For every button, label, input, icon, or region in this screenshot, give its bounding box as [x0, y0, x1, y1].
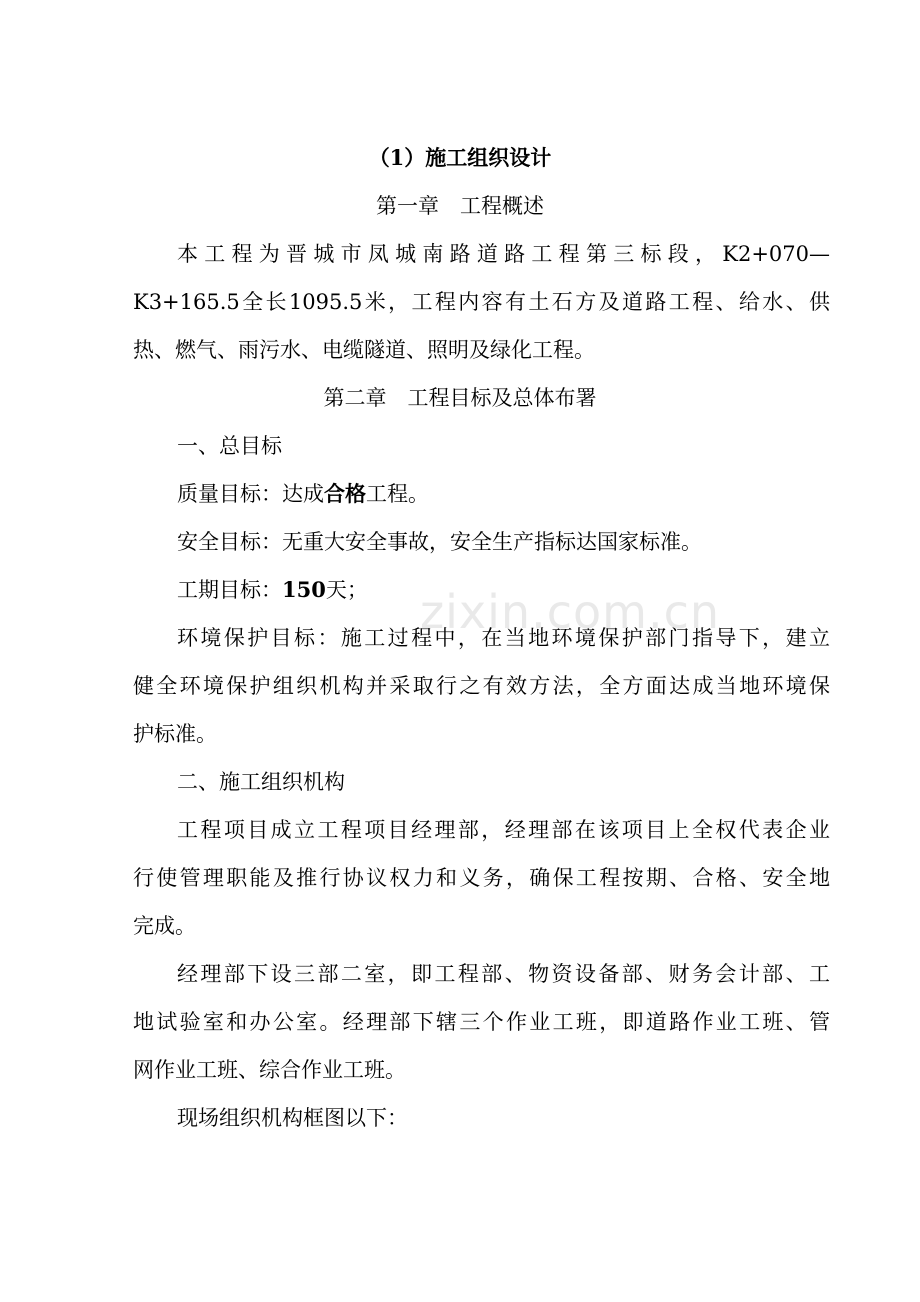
quality-goal-value: 合格	[324, 481, 366, 506]
chapter-2-heading: 第二章 工程目标及总体布署	[323, 386, 597, 410]
quality-goal-tail: 工程。	[366, 482, 429, 506]
organization-chart-intro: 现场组织机构框图以下：	[177, 1106, 408, 1130]
organization-paragraph-1-line-3: 完成。	[133, 914, 196, 938]
section-overall-goals-heading: 一、总目标	[177, 434, 282, 458]
overview-paragraph-line-1: 本工程为晋城市凤城南路道路工程第三标段，K2+070—	[177, 242, 830, 266]
quality-goal	[177, 479, 830, 509]
schedule-goal-label: 工期目标：	[177, 578, 282, 602]
overview-paragraph-line-2: K3+165.5全长1095.5米，工程内容有土石方及道路工程、给水、供	[133, 290, 830, 314]
environment-goal-line-1: 环境保护目标：施工过程中，在当地环境保护部门指导下，建立	[177, 626, 830, 650]
chapter-1-heading: 第一章 工程概述	[376, 194, 544, 218]
schedule-goal-value: 150	[282, 577, 326, 602]
environment-goal-line-2: 健全环境保护组织机构并采取行之有效方法，全方面达成当地环境保	[133, 674, 830, 698]
section-organization-heading: 二、施工组织机构	[177, 770, 345, 794]
quality-goal-label: 质量目标：达成	[177, 482, 324, 506]
schedule-goal-tail: 天；	[325, 578, 368, 602]
organization-paragraph-2-line-1: 经理部下设三部二室，即工程部、物资设备部、财务会计部、工	[177, 962, 830, 986]
organization-paragraph-2-line-3: 网作业工班、综合作业工班。	[133, 1058, 406, 1082]
safety-goal: 安全目标：无重大安全事故，安全生产指标达国家标准。	[177, 530, 702, 554]
document-title: （1）施工组织设计	[368, 145, 552, 170]
organization-paragraph-1-line-1: 工程项目成立工程项目经理部，经理部在该项目上全权代表企业	[177, 818, 830, 842]
schedule-goal	[177, 575, 830, 605]
watermark: zixin.com.cn	[420, 585, 721, 639]
environment-goal-line-3: 护标准。	[133, 722, 217, 746]
organization-paragraph-2-line-2: 地试验室和办公室。经理部下辖三个作业工班，即道路作业工班、管	[133, 1010, 830, 1034]
organization-paragraph-1-line-2: 行使管理职能及推行协议权力和义务，确保工程按期、合格、安全地	[133, 866, 830, 890]
overview-paragraph-line-3: 热、燃气、雨污水、电缆隧道、照明及绿化工程。	[133, 338, 595, 362]
